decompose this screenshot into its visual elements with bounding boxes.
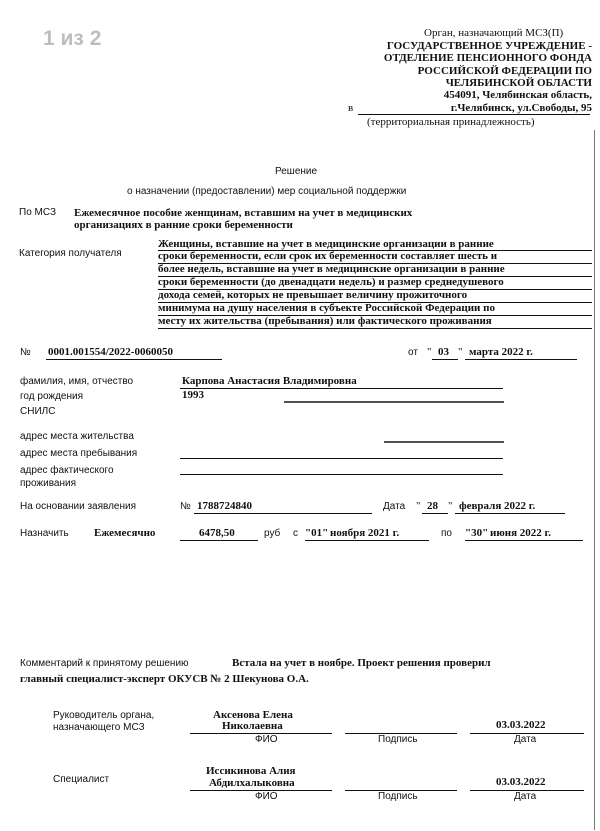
assign-from-label: с xyxy=(293,528,298,539)
address-line-2: г.Челябинск, ул.Свободы, 95 xyxy=(450,102,592,114)
decision-month-year: марта 2022 г. xyxy=(469,346,533,358)
assign-currency: руб xyxy=(264,528,281,539)
decision-day: 03 xyxy=(438,346,449,358)
fio-value: Карпова Анастасия Владимировна xyxy=(182,375,357,387)
category-line-4: сроки беременности (до двенадцати недель) и размер среднедушевого xyxy=(158,276,504,288)
category-line-3: более недель, вставшие на учет в медицинские организации в ранние xyxy=(158,263,505,275)
org-name-line-4: ЧЕЛЯБИНСКОЙ ОБЛАСТИ xyxy=(445,77,592,89)
application-quote-open: " xyxy=(416,500,421,512)
measure-value-line-2: организациях в ранние сроки беременности xyxy=(74,219,293,231)
territorial-note: (территориальная принадлежность) xyxy=(367,116,535,128)
application-number-symbol: № xyxy=(180,501,191,512)
snils-label: СНИЛС xyxy=(20,406,56,417)
birth-label: год рождения xyxy=(20,391,84,402)
category-underline-7 xyxy=(158,328,592,329)
from-quote-open: " xyxy=(427,346,432,358)
from-quote-close: " xyxy=(458,346,463,358)
head-sign-caption: Подпись xyxy=(378,734,418,745)
actual-underline xyxy=(180,474,503,475)
decision-title: Решение xyxy=(275,166,318,177)
assign-to-label: по xyxy=(441,528,452,539)
organ-label: Орган, назначающий МСЗ(П) xyxy=(424,27,564,39)
comment-text-line-2: главный специалист-эксперт ОКУСВ № 2 Шекунова О.А. xyxy=(20,673,309,685)
actual-label-line-2: проживания xyxy=(20,478,76,489)
decision-month-underline xyxy=(465,359,577,360)
comment-text-line-1: Встала на учет в ноябре. Проект решения проверил xyxy=(232,657,491,669)
page-edge xyxy=(594,130,595,830)
head-role-line-1: Руководитель органа, xyxy=(53,710,155,721)
application-quote-close: " xyxy=(448,500,453,512)
specialist-sign-caption: Подпись xyxy=(378,791,418,802)
assign-amount-underline xyxy=(180,540,258,541)
head-name-line-1: Аксенова Елена xyxy=(213,709,293,721)
stay-label: адрес места пребывания xyxy=(20,448,138,459)
decision-day-underline xyxy=(432,359,458,360)
category-line-2: сроки беременности, если срок их беременности составляет шесть и xyxy=(158,250,498,262)
category-underline-5 xyxy=(158,302,592,303)
fio-label: фамилия, имя, отчество xyxy=(20,376,134,387)
specialist-name-line-1: Иссикинова Алия xyxy=(206,765,296,777)
assign-from-day: "01" xyxy=(305,527,329,539)
specialist-name-line-2: Абдилхалыковна xyxy=(209,777,295,789)
address-line-1: 454091, Челябинская область, xyxy=(443,89,592,101)
application-label: На основании заявления xyxy=(20,501,137,512)
application-day: 28 xyxy=(427,500,438,512)
category-underline-1 xyxy=(158,250,592,251)
actual-label-line-1: адрес фактического xyxy=(20,465,114,476)
number-symbol: № xyxy=(20,347,31,358)
head-name-line-2: Николаевна xyxy=(222,720,283,732)
category-underline-4 xyxy=(158,289,592,290)
application-month-year: февраля 2022 г. xyxy=(459,500,536,512)
specialist-date: 03.03.2022 xyxy=(496,776,546,788)
from-label: от xyxy=(408,347,418,358)
comment-label: Комментарий к принятому решению xyxy=(20,658,189,669)
stay-underline xyxy=(180,458,503,459)
org-name-line-2: ОТДЕЛЕНИЕ ПЕНСИОННОГО ФОНДА xyxy=(383,52,592,64)
decision-subtitle: о назначении (предоставлении) мер социальной поддержки xyxy=(127,186,407,197)
application-number: 1788724840 xyxy=(197,500,252,512)
birth-value: 1993 xyxy=(182,389,204,401)
specialist-date-caption: Дата xyxy=(514,791,537,802)
category-label: Категория получателя xyxy=(19,248,122,259)
category-line-7: месту их жительства (пребывания) или фактического проживания xyxy=(158,315,492,327)
residence-label: адрес места жительства xyxy=(20,431,134,442)
head-date: 03.03.2022 xyxy=(496,719,546,731)
category-underline-2 xyxy=(158,263,592,264)
assign-label: Назначить xyxy=(20,528,69,539)
specialist-role: Специалист xyxy=(53,774,110,785)
measure-label: По МСЗ xyxy=(19,207,57,218)
page-indicator: 1 из 2 xyxy=(43,27,102,50)
application-month-underline xyxy=(455,513,565,514)
address-underline xyxy=(358,114,590,115)
application-number-underline xyxy=(194,513,372,514)
application-day-underline xyxy=(422,513,448,514)
assign-to-month-year: июня 2022 г. xyxy=(490,527,552,539)
application-date-label: Дата xyxy=(383,501,406,512)
residence-redacted xyxy=(384,441,504,443)
assign-frequency: Ежемесячно xyxy=(94,527,156,539)
head-date-caption: Дата xyxy=(514,734,537,745)
decision-number-underline xyxy=(46,359,222,360)
assign-amount: 6478,50 xyxy=(199,527,235,539)
category-line-5: дохода семей, которых не превышает величину прожиточного xyxy=(158,289,468,301)
head-fio-caption: ФИО xyxy=(255,734,278,745)
assign-to-underline xyxy=(465,540,583,541)
assign-from-underline xyxy=(305,540,429,541)
org-name-line-1: ГОСУДАРСТВЕННОЕ УЧРЕЖДЕНИЕ - xyxy=(386,40,592,52)
org-name-line-3: РОССИЙСКОЙ ФЕДЕРАЦИИ ПО xyxy=(417,65,592,77)
category-line-1: Женщины, вставшие на учет в медицинские организации в ранние xyxy=(158,238,494,250)
head-role-line-2: назначающего МСЗ xyxy=(53,722,145,733)
assign-to-day: "30" xyxy=(465,527,489,539)
fio-underline xyxy=(180,388,503,389)
address-prefix: в xyxy=(348,102,354,114)
category-underline-3 xyxy=(158,276,592,277)
birth-redacted xyxy=(284,401,504,403)
decision-number: 0001.001554/2022-0060050 xyxy=(48,346,173,358)
category-underline-6 xyxy=(158,315,592,316)
category-line-6: минимума на душу населения в субъекте Российской Федерации по xyxy=(158,302,495,314)
specialist-fio-caption: ФИО xyxy=(255,791,278,802)
measure-value-line-1: Ежемесячное пособие женщинам, вставшим на учет в медицинских xyxy=(74,207,413,219)
assign-from-month-year: ноября 2021 г. xyxy=(330,527,400,539)
